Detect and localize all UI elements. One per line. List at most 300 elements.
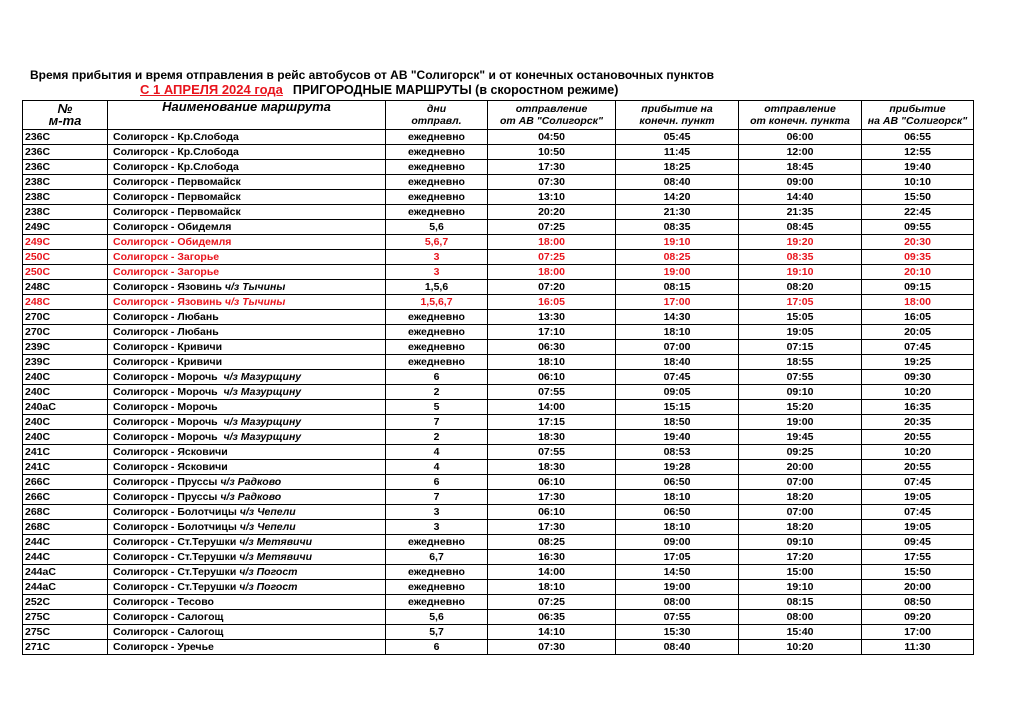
arrival-end-cell: 19:00 bbox=[616, 265, 739, 280]
header-route-number bbox=[23, 101, 108, 130]
days-cell: ежедневно bbox=[386, 130, 488, 145]
arrival-av-cell: 09:15 bbox=[862, 280, 974, 295]
departure-end-cell: 15:40 bbox=[739, 625, 862, 640]
arrival-av-cell: 09:45 bbox=[862, 535, 974, 550]
departure-end-cell: 19:10 bbox=[739, 580, 862, 595]
arrival-av-cell: 20:55 bbox=[862, 430, 974, 445]
route-number-cell: 275С bbox=[23, 625, 108, 640]
days-cell: 6,7 bbox=[386, 550, 488, 565]
arrival-av-cell: 12:55 bbox=[862, 145, 974, 160]
route-name: Солигорск - Первомайск bbox=[113, 205, 241, 218]
days-cell: 3 bbox=[386, 265, 488, 280]
arrival-av-cell: 19:05 bbox=[862, 490, 974, 505]
table-row bbox=[23, 490, 974, 505]
arrival-end-cell: 17:05 bbox=[616, 550, 739, 565]
route-name: Солигорск - Ст.Терушки bbox=[113, 565, 240, 578]
table-row bbox=[23, 640, 974, 655]
arrival-end-cell: 15:30 bbox=[616, 625, 739, 640]
route-name-cell bbox=[108, 550, 386, 565]
route-name: Солигорск - Морочь bbox=[113, 370, 224, 383]
table-row bbox=[23, 340, 974, 355]
arrival-end-cell: 15:15 bbox=[616, 400, 739, 415]
route-number-cell: 239С bbox=[23, 355, 108, 370]
route-name: Солигорск - Загорье bbox=[113, 250, 220, 263]
route-name: Солигорск - Морочь bbox=[113, 385, 224, 398]
page-subtitle bbox=[140, 82, 618, 97]
departure-av-cell: 07:25 bbox=[488, 595, 616, 610]
days-cell: ежедневно bbox=[386, 340, 488, 355]
header-row bbox=[23, 101, 974, 130]
route-number-cell: 239С bbox=[23, 340, 108, 355]
departure-av-cell: 06:30 bbox=[488, 340, 616, 355]
route-name: Солигорск - Морочь bbox=[113, 400, 218, 413]
arrival-av-cell: 19:40 bbox=[862, 160, 974, 175]
route-via: ч/з Мазурщину bbox=[223, 370, 302, 383]
route-via: ч/з Чепели bbox=[239, 505, 296, 518]
arrival-end-cell: 09:05 bbox=[616, 385, 739, 400]
arrival-av-cell: 08:50 bbox=[862, 595, 974, 610]
route-number-cell: 270С bbox=[23, 325, 108, 340]
subtitle-text: ПРИГОРОДНЫЕ МАРШРУТЫ (в скоростном режиме) bbox=[292, 83, 619, 97]
route-name-cell bbox=[108, 280, 386, 295]
route-name-cell bbox=[108, 160, 386, 175]
route-name-cell bbox=[108, 310, 386, 325]
route-name: Солигорск - Кр.Слобода bbox=[113, 145, 239, 158]
route-name-cell bbox=[108, 325, 386, 340]
route-number-cell: 270С bbox=[23, 310, 108, 325]
departure-av-cell: 14:00 bbox=[488, 400, 616, 415]
table-row bbox=[23, 550, 974, 565]
header-departure-av-line1: отправление bbox=[515, 103, 588, 115]
route-via: ч/з Тычины bbox=[224, 295, 286, 308]
table-row bbox=[23, 520, 974, 535]
header-arrival-av-line1: прибытие bbox=[889, 103, 946, 115]
route-via: ч/з Погост bbox=[239, 580, 298, 593]
table-row bbox=[23, 595, 974, 610]
route-number-cell: 240С bbox=[23, 415, 108, 430]
departure-av-cell: 17:30 bbox=[488, 520, 616, 535]
table-row bbox=[23, 190, 974, 205]
departure-end-cell: 15:20 bbox=[739, 400, 862, 415]
route-name-cell bbox=[108, 235, 386, 250]
route-number-cell: 240аС bbox=[23, 400, 108, 415]
arrival-av-cell: 10:10 bbox=[862, 175, 974, 190]
route-name-cell bbox=[108, 565, 386, 580]
header-arrival-end-line1: прибытие на bbox=[641, 103, 713, 115]
route-number-cell: 240С bbox=[23, 370, 108, 385]
route-name-cell bbox=[108, 430, 386, 445]
arrival-end-cell: 08:35 bbox=[616, 220, 739, 235]
departure-av-cell: 18:00 bbox=[488, 265, 616, 280]
header-departure-end-line1: отправление bbox=[764, 103, 836, 115]
departure-end-cell: 07:15 bbox=[739, 340, 862, 355]
table-row bbox=[23, 565, 974, 580]
table-row bbox=[23, 175, 974, 190]
arrival-av-cell: 15:50 bbox=[862, 565, 974, 580]
arrival-end-cell: 18:50 bbox=[616, 415, 739, 430]
arrival-end-cell: 18:40 bbox=[616, 355, 739, 370]
route-name-cell bbox=[108, 640, 386, 655]
table-row bbox=[23, 370, 974, 385]
route-name: Солигорск - Кр.Слобода bbox=[113, 130, 239, 143]
route-name: Солигорск - Обидемля bbox=[113, 235, 232, 248]
route-via: ч/з Тычины bbox=[224, 280, 286, 293]
route-number-cell: 266С bbox=[23, 475, 108, 490]
route-via: ч/з Мазурщину bbox=[223, 385, 302, 398]
route-name-cell bbox=[108, 610, 386, 625]
header-days bbox=[386, 101, 488, 130]
route-name-cell bbox=[108, 265, 386, 280]
departure-av-cell: 18:00 bbox=[488, 235, 616, 250]
route-name-cell bbox=[108, 250, 386, 265]
arrival-av-cell: 17:55 bbox=[862, 550, 974, 565]
route-number-cell: 238С bbox=[23, 175, 108, 190]
days-cell: ежедневно bbox=[386, 580, 488, 595]
route-name: Солигорск - Первомайск bbox=[113, 175, 241, 188]
header-route-number-line2: м-та bbox=[48, 113, 82, 128]
arrival-av-cell: 17:00 bbox=[862, 625, 974, 640]
days-cell: ежедневно bbox=[386, 145, 488, 160]
departure-av-cell: 07:25 bbox=[488, 220, 616, 235]
table-row bbox=[23, 250, 974, 265]
route-name-cell bbox=[108, 535, 386, 550]
route-number-cell: 268С bbox=[23, 505, 108, 520]
departure-av-cell: 07:55 bbox=[488, 445, 616, 460]
table-row bbox=[23, 310, 974, 325]
departure-av-cell: 06:10 bbox=[488, 370, 616, 385]
route-name-cell bbox=[108, 415, 386, 430]
departure-end-cell: 10:20 bbox=[739, 640, 862, 655]
departure-av-cell: 07:55 bbox=[488, 385, 616, 400]
days-cell: ежедневно bbox=[386, 190, 488, 205]
arrival-end-cell: 08:40 bbox=[616, 175, 739, 190]
departure-av-cell: 16:05 bbox=[488, 295, 616, 310]
route-name: Солигорск - Кр.Слобода bbox=[113, 160, 239, 173]
route-via: ч/з Мазурщину bbox=[223, 415, 302, 428]
arrival-end-cell: 18:10 bbox=[616, 490, 739, 505]
arrival-end-cell: 18:10 bbox=[616, 325, 739, 340]
departure-end-cell: 15:00 bbox=[739, 565, 862, 580]
route-name-cell bbox=[108, 175, 386, 190]
departure-end-cell: 08:00 bbox=[739, 610, 862, 625]
route-name: Солигорск - Кривичи bbox=[113, 355, 223, 368]
arrival-av-cell: 06:55 bbox=[862, 130, 974, 145]
departure-end-cell: 09:25 bbox=[739, 445, 862, 460]
route-name: Солигорск - Обидемля bbox=[113, 220, 232, 233]
days-cell: 4 bbox=[386, 445, 488, 460]
departure-av-cell: 07:20 bbox=[488, 280, 616, 295]
days-cell: ежедневно bbox=[386, 205, 488, 220]
arrival-end-cell: 08:00 bbox=[616, 595, 739, 610]
table-row bbox=[23, 535, 974, 550]
arrival-end-cell: 06:50 bbox=[616, 475, 739, 490]
days-cell: 6 bbox=[386, 640, 488, 655]
header-days-line2: отправл. bbox=[411, 115, 462, 127]
departure-av-cell: 17:10 bbox=[488, 325, 616, 340]
header-departure-end bbox=[739, 101, 862, 130]
departure-av-cell: 06:10 bbox=[488, 505, 616, 520]
route-name-cell bbox=[108, 130, 386, 145]
arrival-end-cell: 18:25 bbox=[616, 160, 739, 175]
header-route-number-line1: № bbox=[57, 101, 73, 116]
departure-av-cell: 13:30 bbox=[488, 310, 616, 325]
departure-end-cell: 19:00 bbox=[739, 415, 862, 430]
route-name-cell bbox=[108, 475, 386, 490]
route-name: Солигорск - Любань bbox=[113, 310, 219, 323]
arrival-end-cell: 08:53 bbox=[616, 445, 739, 460]
departure-end-cell: 21:35 bbox=[739, 205, 862, 220]
departure-av-cell: 13:10 bbox=[488, 190, 616, 205]
days-cell: ежедневно bbox=[386, 325, 488, 340]
header-arrival-end-line2: конечн. пункт bbox=[639, 115, 715, 127]
route-name-cell bbox=[108, 355, 386, 370]
route-name: Солигорск - Салогощ bbox=[113, 625, 224, 638]
arrival-end-cell: 19:28 bbox=[616, 460, 739, 475]
departure-end-cell: 08:35 bbox=[739, 250, 862, 265]
table-row bbox=[23, 430, 974, 445]
route-number-cell: 244аС bbox=[23, 580, 108, 595]
route-number-cell: 266С bbox=[23, 490, 108, 505]
departure-av-cell: 18:10 bbox=[488, 580, 616, 595]
route-number-cell: 249С bbox=[23, 220, 108, 235]
days-cell: ежедневно bbox=[386, 175, 488, 190]
table-row bbox=[23, 475, 974, 490]
page-title: Время прибытия и время отправления в рейс автобусов от АВ "Солигорск" и от конечных остановочных пунктов bbox=[30, 68, 714, 82]
departure-end-cell: 07:00 bbox=[739, 475, 862, 490]
departure-end-cell: 18:45 bbox=[739, 160, 862, 175]
arrival-end-cell: 21:30 bbox=[616, 205, 739, 220]
days-cell: 5,6 bbox=[386, 220, 488, 235]
departure-end-cell: 07:00 bbox=[739, 505, 862, 520]
route-name: Солигорск - Салогощ bbox=[113, 610, 224, 623]
arrival-end-cell: 05:45 bbox=[616, 130, 739, 145]
table-row bbox=[23, 580, 974, 595]
route-via: ч/з Радково bbox=[220, 475, 282, 488]
days-cell: ежедневно bbox=[386, 355, 488, 370]
departure-end-cell: 17:20 bbox=[739, 550, 862, 565]
days-cell: 2 bbox=[386, 385, 488, 400]
departure-av-cell: 18:10 bbox=[488, 355, 616, 370]
departure-end-cell: 19:05 bbox=[739, 325, 862, 340]
arrival-end-cell: 08:40 bbox=[616, 640, 739, 655]
route-number-cell: 244С bbox=[23, 550, 108, 565]
table-row bbox=[23, 325, 974, 340]
arrival-end-cell: 19:10 bbox=[616, 235, 739, 250]
arrival-av-cell: 09:20 bbox=[862, 610, 974, 625]
table-row bbox=[23, 445, 974, 460]
arrival-end-cell: 09:00 bbox=[616, 535, 739, 550]
route-name: Солигорск - Язовинь bbox=[113, 280, 225, 293]
route-number-cell: 236С bbox=[23, 130, 108, 145]
table-row bbox=[23, 610, 974, 625]
route-number-cell: 252С bbox=[23, 595, 108, 610]
route-name: Солигорск - Язовинь bbox=[113, 295, 225, 308]
route-number-cell: 236С bbox=[23, 160, 108, 175]
arrival-end-cell: 18:10 bbox=[616, 520, 739, 535]
table-row bbox=[23, 265, 974, 280]
route-name: Солигорск - Ясковичи bbox=[113, 445, 228, 458]
departure-end-cell: 09:00 bbox=[739, 175, 862, 190]
arrival-av-cell: 16:05 bbox=[862, 310, 974, 325]
route-number-cell: 240С bbox=[23, 430, 108, 445]
arrival-end-cell: 07:55 bbox=[616, 610, 739, 625]
arrival-av-cell: 19:05 bbox=[862, 520, 974, 535]
arrival-av-cell: 09:30 bbox=[862, 370, 974, 385]
departure-end-cell: 06:00 bbox=[739, 130, 862, 145]
days-cell: 1,5,6 bbox=[386, 280, 488, 295]
departure-end-cell: 12:00 bbox=[739, 145, 862, 160]
route-name: Солигорск - Загорье bbox=[113, 265, 220, 278]
timetable-table bbox=[22, 100, 974, 655]
header-arrival-av bbox=[862, 101, 974, 130]
arrival-end-cell: 14:30 bbox=[616, 310, 739, 325]
table-row bbox=[23, 505, 974, 520]
table-row bbox=[23, 130, 974, 145]
header-departure-av bbox=[488, 101, 616, 130]
departure-av-cell: 17:30 bbox=[488, 160, 616, 175]
route-name: Солигорск - Морочь bbox=[113, 415, 224, 428]
departure-end-cell: 17:05 bbox=[739, 295, 862, 310]
route-name: Солигорск - Ст.Терушки bbox=[113, 535, 240, 548]
departure-av-cell: 18:30 bbox=[488, 430, 616, 445]
days-cell: ежедневно bbox=[386, 565, 488, 580]
route-number-cell: 238С bbox=[23, 190, 108, 205]
arrival-av-cell: 19:25 bbox=[862, 355, 974, 370]
days-cell: 3 bbox=[386, 505, 488, 520]
route-name: Солигорск - Тесово bbox=[113, 595, 214, 608]
arrival-end-cell: 06:50 bbox=[616, 505, 739, 520]
departure-av-cell: 14:00 bbox=[488, 565, 616, 580]
departure-end-cell: 19:45 bbox=[739, 430, 862, 445]
arrival-end-cell: 08:25 bbox=[616, 250, 739, 265]
route-via: ч/з Чепели bbox=[239, 520, 296, 533]
route-number-cell: 248С bbox=[23, 280, 108, 295]
arrival-end-cell: 17:00 bbox=[616, 295, 739, 310]
header-departure-av-line2: от АВ "Солигорск" bbox=[500, 115, 603, 127]
route-name-cell bbox=[108, 460, 386, 475]
route-name: Солигорск - Ст.Терушки bbox=[113, 550, 240, 563]
departure-av-cell: 14:10 bbox=[488, 625, 616, 640]
route-name-cell bbox=[108, 580, 386, 595]
arrival-av-cell: 07:45 bbox=[862, 505, 974, 520]
route-name-cell bbox=[108, 625, 386, 640]
arrival-av-cell: 16:35 bbox=[862, 400, 974, 415]
departure-end-cell: 08:45 bbox=[739, 220, 862, 235]
route-via: ч/з Радково bbox=[220, 490, 282, 503]
header-departure-end-line2: от конечн. пункта bbox=[750, 115, 850, 127]
route-name-cell bbox=[108, 595, 386, 610]
departure-av-cell: 07:30 bbox=[488, 175, 616, 190]
header-arrival-end bbox=[616, 101, 739, 130]
departure-end-cell: 14:40 bbox=[739, 190, 862, 205]
route-number-cell: 275С bbox=[23, 610, 108, 625]
arrival-av-cell: 07:45 bbox=[862, 340, 974, 355]
arrival-av-cell: 09:35 bbox=[862, 250, 974, 265]
arrival-av-cell: 10:20 bbox=[862, 445, 974, 460]
arrival-end-cell: 08:15 bbox=[616, 280, 739, 295]
arrival-end-cell: 19:40 bbox=[616, 430, 739, 445]
header-arrival-av-line2: на АВ "Солигорск" bbox=[867, 115, 968, 127]
table-row bbox=[23, 205, 974, 220]
route-number-cell: 240С bbox=[23, 385, 108, 400]
table-row bbox=[23, 385, 974, 400]
days-cell: 2 bbox=[386, 430, 488, 445]
arrival-av-cell: 20:35 bbox=[862, 415, 974, 430]
route-name: Солигорск - Морочь bbox=[113, 430, 224, 443]
route-number-cell: 248С bbox=[23, 295, 108, 310]
route-number-cell: 271С bbox=[23, 640, 108, 655]
header-route-name bbox=[108, 101, 386, 130]
table-row bbox=[23, 235, 974, 250]
arrival-av-cell: 20:55 bbox=[862, 460, 974, 475]
table-row bbox=[23, 220, 974, 235]
departure-end-cell: 18:20 bbox=[739, 520, 862, 535]
header-route-name-text: Наименование маршрута bbox=[162, 100, 331, 114]
days-cell: ежедневно bbox=[386, 160, 488, 175]
route-name-cell bbox=[108, 490, 386, 505]
days-cell: 4 bbox=[386, 460, 488, 475]
route-via: ч/з Мазурщину bbox=[223, 430, 302, 443]
route-number-cell: 250С bbox=[23, 265, 108, 280]
departure-end-cell: 19:20 bbox=[739, 235, 862, 250]
header-days-line1: дни bbox=[426, 103, 447, 115]
table-row bbox=[23, 400, 974, 415]
departure-av-cell: 07:30 bbox=[488, 640, 616, 655]
departure-av-cell: 17:30 bbox=[488, 490, 616, 505]
arrival-av-cell: 11:30 bbox=[862, 640, 974, 655]
arrival-end-cell: 07:00 bbox=[616, 340, 739, 355]
arrival-end-cell: 11:45 bbox=[616, 145, 739, 160]
route-name: Солигорск - Пруссы bbox=[113, 475, 221, 488]
departure-end-cell: 18:20 bbox=[739, 490, 862, 505]
departure-end-cell: 20:00 bbox=[739, 460, 862, 475]
table-row bbox=[23, 625, 974, 640]
route-number-cell: 250С bbox=[23, 250, 108, 265]
route-name-cell bbox=[108, 340, 386, 355]
departure-end-cell: 18:55 bbox=[739, 355, 862, 370]
arrival-av-cell: 20:00 bbox=[862, 580, 974, 595]
arrival-end-cell: 19:00 bbox=[616, 580, 739, 595]
route-name-cell bbox=[108, 220, 386, 235]
table-row bbox=[23, 415, 974, 430]
days-cell: ежедневно bbox=[386, 595, 488, 610]
arrival-av-cell: 15:50 bbox=[862, 190, 974, 205]
arrival-end-cell: 14:20 bbox=[616, 190, 739, 205]
days-cell: 7 bbox=[386, 415, 488, 430]
route-name-cell bbox=[108, 400, 386, 415]
route-number-cell: 236С bbox=[23, 145, 108, 160]
arrival-end-cell: 14:50 bbox=[616, 565, 739, 580]
days-cell: 3 bbox=[386, 250, 488, 265]
departure-av-cell: 17:15 bbox=[488, 415, 616, 430]
arrival-end-cell: 07:45 bbox=[616, 370, 739, 385]
route-number-cell: 241С bbox=[23, 445, 108, 460]
route-name-cell bbox=[108, 145, 386, 160]
route-name: Солигорск - Кривичи bbox=[113, 340, 223, 353]
route-number-cell: 241С bbox=[23, 460, 108, 475]
days-cell: 6 bbox=[386, 475, 488, 490]
table-row bbox=[23, 355, 974, 370]
departure-av-cell: 08:25 bbox=[488, 535, 616, 550]
arrival-av-cell: 09:55 bbox=[862, 220, 974, 235]
days-cell: 7 bbox=[386, 490, 488, 505]
table-row bbox=[23, 280, 974, 295]
days-cell: 5,6,7 bbox=[386, 235, 488, 250]
route-name: Солигорск - Первомайск bbox=[113, 190, 241, 203]
arrival-av-cell: 20:10 bbox=[862, 265, 974, 280]
departure-end-cell: 08:20 bbox=[739, 280, 862, 295]
days-cell: 1,5,6,7 bbox=[386, 295, 488, 310]
